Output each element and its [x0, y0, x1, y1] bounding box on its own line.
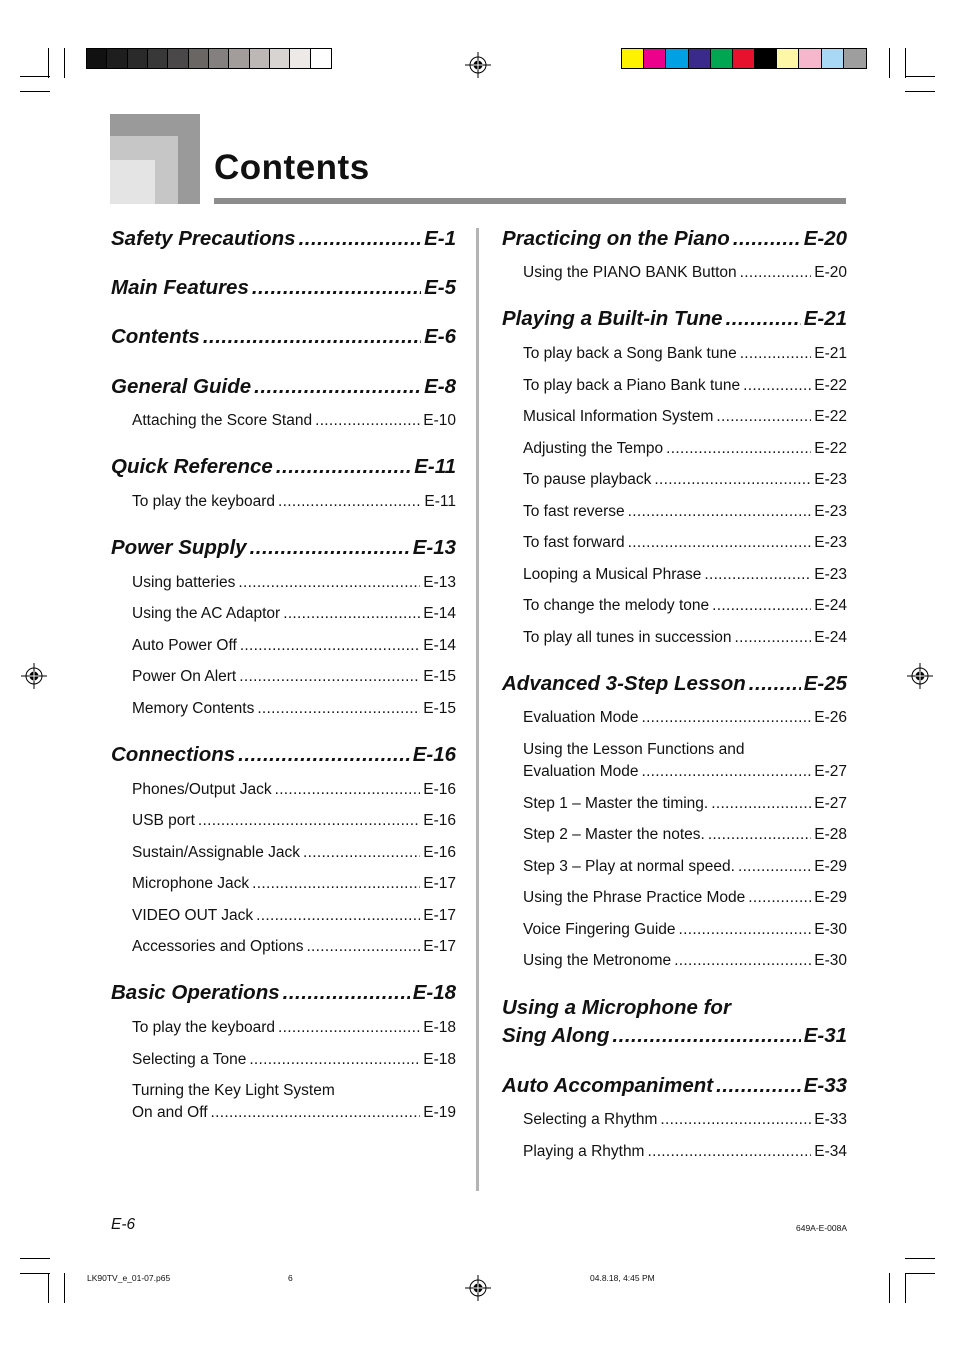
crop-mark [64, 48, 65, 78]
toc-page-ref: E-18 [423, 1051, 456, 1068]
color-swatch [711, 49, 733, 68]
leader-dots [708, 826, 811, 844]
color-swatch [622, 49, 644, 68]
gray-swatch [128, 49, 148, 68]
leader-dots [303, 844, 420, 862]
crop-mark [889, 48, 890, 78]
toc-page-ref: E-18 [423, 1019, 456, 1036]
leader-dots [252, 276, 421, 300]
toc-page-ref: E-15 [423, 668, 456, 685]
toc-section-entry[interactable] [502, 672, 847, 700]
leader-dots [743, 377, 811, 395]
registration-mark-icon [21, 663, 47, 689]
leader-dots [740, 264, 812, 282]
crop-mark [889, 1273, 890, 1303]
color-swatch [844, 49, 866, 68]
toc-page-ref: E-31 [803, 1024, 847, 1047]
toc-item-entry[interactable] [523, 858, 847, 880]
leader-dots [239, 668, 420, 686]
toc-item-entry[interactable] [523, 566, 847, 588]
leader-dots [256, 907, 420, 925]
toc-section-title: Quick Reference [111, 455, 273, 478]
toc-item-title: Auto Power Off [132, 637, 237, 654]
toc-page-ref: E-22 [814, 377, 847, 394]
toc-item-title: Accessories and Options [132, 938, 304, 955]
toc-section-entry[interactable] [111, 536, 456, 564]
toc-item-title: Turning the Key Light System [132, 1082, 335, 1099]
toc-item-title: Using the AC Adaptor [132, 605, 281, 622]
toc-section-entry[interactable] [502, 1074, 847, 1102]
color-swatch [644, 49, 666, 68]
toc-item-title: Playing a Rhythm [523, 1143, 645, 1160]
toc-section-entry[interactable] [111, 227, 456, 255]
toc-page-ref: E-24 [814, 597, 847, 614]
toc-item-entry[interactable] [523, 597, 847, 619]
toc-section-entry[interactable] [111, 325, 456, 353]
color-swatch [733, 49, 755, 68]
toc-item-entry[interactable] [132, 412, 456, 434]
color-swatch [799, 49, 821, 68]
gray-swatch [107, 49, 127, 68]
toc-page-ref: E-6 [424, 325, 456, 348]
grayscale-color-bar [86, 48, 332, 69]
gray-swatch [87, 49, 107, 68]
toc-page-ref: E-22 [814, 408, 847, 425]
toc-item-title: To fast reverse [523, 503, 625, 520]
toc-item-title: To play all tunes in succession [523, 629, 732, 646]
toc-page-ref: E-16 [423, 844, 456, 861]
leader-dots [203, 325, 421, 349]
color-swatch [777, 49, 799, 68]
leader-dots [278, 1019, 420, 1037]
toc-page-ref: E-33 [814, 1111, 847, 1128]
crop-mark [20, 76, 50, 77]
toc-item-title: Adjusting the Tempo [523, 440, 664, 457]
gray-swatch [311, 49, 331, 68]
toc-section-title-continued: Sing Along [502, 1024, 610, 1047]
toc-item-title: To change the melody tone [523, 597, 710, 614]
header-decoration [110, 114, 200, 204]
toc-page-ref: E-20 [814, 264, 847, 281]
toc-page-ref: E-30 [814, 952, 847, 969]
toc-item-entry[interactable] [523, 763, 847, 785]
toc-page-ref: E-16 [412, 743, 456, 766]
toc-item-title: Sustain/Assignable Jack [132, 844, 301, 861]
toc-item-title: Using the Lesson Functions and [523, 741, 745, 758]
document-code: 649A-E-008A [796, 1223, 848, 1233]
leader-dots [275, 781, 421, 799]
toc-page-ref: E-21 [803, 307, 847, 330]
leader-dots [612, 1024, 800, 1048]
crop-mark [48, 1273, 49, 1303]
file-name: LK90TV_e_01-07.p65 [87, 1273, 171, 1283]
header-decoration-square [110, 160, 155, 204]
toc-item-entry[interactable] [132, 700, 456, 722]
toc-item-title: Step 3 – Play at normal speed. [523, 858, 735, 875]
page-title: Contents [214, 148, 370, 187]
toc-page-ref: E-10 [423, 412, 456, 429]
leader-dots [628, 534, 812, 552]
toc-item-entry[interactable] [132, 844, 456, 866]
toc-item-title: To play back a Song Bank tune [523, 345, 737, 362]
crop-mark [905, 76, 935, 77]
toc-page-ref: E-22 [814, 440, 847, 457]
toc-item-title: Selecting a Tone [132, 1051, 247, 1068]
toc-page-ref: E-11 [414, 455, 456, 478]
toc-page-ref: E-14 [423, 605, 456, 622]
crop-mark [905, 1273, 935, 1274]
leader-dots [716, 1074, 801, 1098]
leader-dots [211, 1104, 421, 1122]
toc-item-title: Looping a Musical Phrase [523, 566, 702, 583]
toc-item-title: To play the keyboard [132, 493, 276, 510]
toc-page-ref: E-14 [423, 637, 456, 654]
toc-item-title: Using batteries [132, 574, 236, 591]
column-divider [476, 228, 479, 1191]
toc-page-ref: E-18 [412, 981, 456, 1004]
toc-section-title: General Guide [111, 375, 252, 398]
leader-dots [278, 493, 421, 511]
sheet-number: 6 [288, 1273, 293, 1283]
toc-item-title: To fast forward [523, 534, 625, 551]
toc-item-entry[interactable] [132, 812, 456, 834]
toc-page-ref: E-20 [803, 227, 847, 250]
toc-page-ref: E-33 [803, 1074, 847, 1097]
toc-item-entry[interactable] [523, 345, 847, 367]
leader-dots [704, 566, 811, 584]
leader-dots [679, 921, 812, 939]
toc-item-entry[interactable] [132, 493, 456, 515]
toc-item-entry[interactable] [523, 440, 847, 462]
toc-page-ref: E-1 [424, 227, 456, 250]
toc-item-entry[interactable] [132, 1051, 456, 1073]
toc-page-ref: E-25 [803, 672, 847, 695]
toc-page-ref: E-8 [424, 375, 456, 398]
leader-dots [666, 440, 811, 458]
leader-dots [733, 227, 801, 251]
toc-page-ref: E-29 [814, 889, 847, 906]
leader-dots [250, 536, 410, 560]
toc-item-title: Microphone Jack [132, 875, 250, 892]
leader-dots [647, 1143, 811, 1161]
toc-section-title: Power Supply [111, 536, 247, 559]
gray-swatch [290, 49, 310, 68]
leader-dots [238, 574, 420, 592]
toc-section-entry[interactable] [111, 981, 456, 1009]
toc-item-entry[interactable] [523, 952, 847, 974]
toc-item-entry[interactable] [523, 795, 847, 817]
gray-swatch [270, 49, 290, 68]
toc-page-ref: E-13 [412, 536, 456, 559]
toc-item-title: Selecting a Rhythm [523, 1111, 658, 1128]
crop-mark [905, 1258, 935, 1259]
toc-item-entry[interactable] [523, 629, 847, 651]
leader-dots [660, 1111, 811, 1129]
toc-section-title: Contents [111, 325, 200, 348]
leader-dots [299, 227, 422, 251]
toc-item-entry[interactable] [523, 921, 847, 943]
leader-dots [315, 412, 420, 430]
leader-dots [276, 455, 411, 479]
toc-item-title: VIDEO OUT Jack [132, 907, 254, 924]
crop-mark [905, 48, 906, 78]
toc-item-title: To play back a Piano Bank tune [523, 377, 741, 394]
toc-item-title: Using the PIANO BANK Button [523, 264, 737, 281]
leader-dots [735, 629, 812, 647]
leader-dots [283, 981, 410, 1005]
toc-page-ref: E-5 [424, 276, 456, 299]
color-swatch [689, 49, 711, 68]
toc-section-entry[interactable] [111, 375, 456, 403]
gray-swatch [168, 49, 188, 68]
registration-mark-icon [465, 52, 491, 78]
toc-page-ref: E-17 [423, 938, 456, 955]
toc-item-entry[interactable] [523, 408, 847, 430]
toc-item-entry[interactable] [523, 889, 847, 911]
toc-page-ref: E-19 [423, 1104, 456, 1121]
toc-item-title: Evaluation Mode [523, 709, 639, 726]
registration-mark-icon [907, 663, 933, 689]
toc-section-title: Playing a Built-in Tune [502, 307, 723, 330]
toc-item-entry[interactable] [132, 668, 456, 690]
toc-page-ref: E-23 [814, 534, 847, 551]
leader-dots [198, 812, 420, 830]
toc-section-title: Practicing on the Piano [502, 227, 730, 250]
gray-swatch [229, 49, 249, 68]
toc-item-entry[interactable] [523, 534, 847, 556]
leader-dots [748, 889, 811, 907]
crop-mark [64, 1273, 65, 1303]
toc-section-entry[interactable] [111, 276, 456, 304]
leader-dots [654, 471, 811, 489]
toc-page-ref: E-16 [423, 812, 456, 829]
toc-item-title: Voice Fingering Guide [523, 921, 676, 938]
leader-dots [674, 952, 811, 970]
toc-item-title-continued: On and Off [132, 1104, 208, 1121]
leader-dots [283, 605, 420, 623]
toc-item-entry[interactable] [132, 781, 456, 803]
leader-dots [238, 743, 410, 767]
gray-swatch [250, 49, 270, 68]
leader-dots [240, 637, 420, 655]
crop-mark [20, 1273, 50, 1274]
toc-item-entry[interactable] [523, 1143, 847, 1165]
toc-item-title: Step 1 – Master the timing. [523, 795, 709, 812]
toc-section-entry[interactable] [502, 307, 847, 335]
toc-item-entry[interactable] [132, 907, 456, 929]
toc-item-entry[interactable] [523, 471, 847, 493]
toc-page-ref: E-13 [423, 574, 456, 591]
color-swatch [755, 49, 777, 68]
toc-item-entry[interactable] [523, 709, 847, 731]
toc-item-title: Attaching the Score Stand [132, 412, 313, 429]
toc-section-title: Main Features [111, 276, 249, 299]
leader-dots [716, 408, 811, 426]
toc-item-title-continued: Evaluation Mode [523, 763, 639, 780]
toc-section-entry[interactable] [502, 227, 847, 255]
leader-dots [726, 307, 801, 331]
crop-mark [905, 1273, 906, 1303]
toc-item-title: Memory Contents [132, 700, 255, 717]
toc-item-title: USB port [132, 812, 195, 829]
crop-mark [20, 1258, 50, 1259]
toc-item-title: Phones/Output Jack [132, 781, 272, 798]
toc-page-ref: E-17 [423, 875, 456, 892]
toc-item-entry[interactable] [132, 574, 456, 596]
leader-dots [306, 938, 420, 956]
print-timestamp: 04.8.18, 4:45 PM [590, 1273, 655, 1283]
toc-page-ref: E-23 [814, 566, 847, 583]
toc-page-ref: E-27 [814, 795, 847, 812]
toc-item-title: Using the Phrase Practice Mode [523, 889, 746, 906]
page-number: E-6 [111, 1216, 136, 1233]
toc-page-ref: E-23 [814, 503, 847, 520]
gray-swatch [148, 49, 168, 68]
leader-dots [738, 858, 811, 876]
toc-item-entry[interactable] [523, 377, 847, 399]
leader-dots [641, 709, 811, 727]
toc-section-title: Auto Accompaniment [502, 1074, 714, 1097]
registration-mark-icon [465, 1275, 491, 1301]
toc-page-ref: E-23 [814, 471, 847, 488]
toc-page-ref: E-21 [814, 345, 847, 362]
toc-page-ref: E-27 [814, 763, 847, 780]
color-swatch [666, 49, 688, 68]
leader-dots [252, 875, 420, 893]
toc-page-ref: E-15 [423, 700, 456, 717]
toc-page-ref: E-16 [423, 781, 456, 798]
toc-item-entry[interactable] [132, 1104, 456, 1126]
toc-item-title: To pause playback [523, 471, 652, 488]
toc-page-ref: E-11 [424, 493, 456, 510]
gray-swatch [189, 49, 209, 68]
leader-dots [749, 672, 801, 696]
leader-dots [740, 345, 812, 363]
toc-page-ref: E-28 [814, 826, 847, 843]
toc-page-ref: E-24 [814, 629, 847, 646]
toc-item-entry[interactable] [523, 826, 847, 848]
crop-mark [48, 48, 49, 78]
leader-dots [641, 763, 811, 781]
toc-page-ref: E-30 [814, 921, 847, 938]
toc-section-entry[interactable] [502, 1024, 847, 1052]
toc-section-title: Connections [111, 743, 236, 766]
toc-item-title: Step 2 – Master the notes. [523, 826, 705, 843]
toc-section-title: Safety Precautions [111, 227, 296, 250]
toc-section-entry[interactable] [111, 743, 456, 771]
toc-page-ref: E-34 [814, 1143, 847, 1160]
toc-section-title: Basic Operations [111, 981, 280, 1004]
toc-item-entry[interactable] [523, 1111, 847, 1133]
toc-item-title: Power On Alert [132, 668, 237, 685]
toc-item-entry[interactable] [132, 1019, 456, 1041]
toc-item-entry[interactable] [132, 637, 456, 659]
toc-section-title: Using a Microphone for [502, 996, 731, 1019]
toc-item-entry[interactable] [132, 605, 456, 627]
toc-section-title: Advanced 3-Step Lesson [502, 672, 746, 695]
crop-mark [905, 91, 935, 92]
toc-item-title: Musical Information System [523, 408, 714, 425]
toc-item-title: Using the Metronome [523, 952, 672, 969]
title-rule [214, 198, 846, 204]
leader-dots [711, 795, 811, 813]
toc-item-entry[interactable] [523, 264, 847, 286]
leader-dots [254, 375, 421, 399]
crop-mark [20, 91, 50, 92]
leader-dots [712, 597, 811, 615]
toc-section-entry[interactable] [111, 455, 456, 483]
leader-dots [249, 1051, 420, 1069]
toc-item-entry[interactable] [523, 503, 847, 525]
toc-page-ref: E-17 [423, 907, 456, 924]
toc-item-title: To play the keyboard [132, 1019, 276, 1036]
toc-page-ref: E-29 [814, 858, 847, 875]
toc-page-ref: E-26 [814, 709, 847, 726]
leader-dots [628, 503, 812, 521]
toc-item-entry[interactable] [132, 938, 456, 960]
toc-item-entry[interactable] [132, 875, 456, 897]
gray-swatch [209, 49, 229, 68]
process-color-bar [621, 48, 867, 69]
leader-dots [257, 700, 420, 718]
color-swatch [822, 49, 844, 68]
